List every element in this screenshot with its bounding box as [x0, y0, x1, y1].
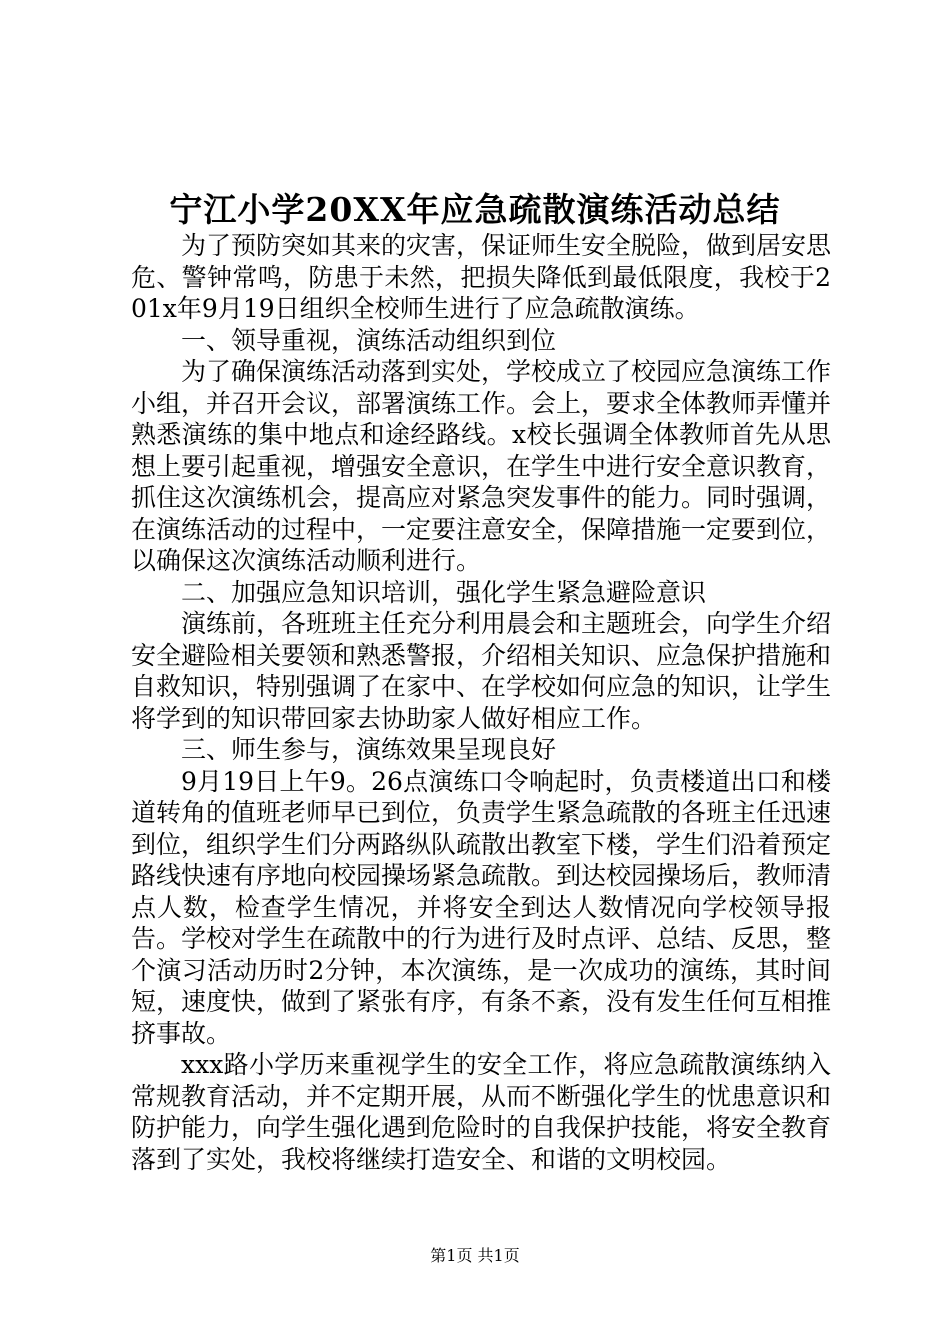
- section-3-paragraph: 9月19日上午9。26点演练口令响起时，负责楼道出口和楼道转角的值班老师早已到位，负责学生紧急疏散的各班主任迅速到位，组织学生们分两路纵队疏散出教室下楼，学生们沿着预定路线快速有序地向校园操场紧急疏散。到达校园操场后，教师清点人数，检查学生情况，并将安全到达人数情况向学校领导报告。学校对学生在疏散中的行为进行及时点评、总结、反思，整个演习活动历时2分钟，本次演练，是一次成功的演练，其时间短，速度快，做到了紧张有序，有条不紊，没有发生任何互相推挤事故。: [131, 766, 832, 1048]
- section-heading-2: 二、加强应急知识培训，强化学生紧急避险意识: [181, 577, 707, 607]
- section-1-paragraph: 为了确保演练活动落到实处，学校成立了校园应急演练工作小组，并召开会议，部署演练工作。会上，要求全体教师弄懂并熟悉演练的集中地点和途经路线。x校长强调全体教师首先从思想上要引起重视，增强安全意识，在学生中进行安全意识教育，抓住这次演练机会，提高应对紧急突发事件的能力。同时强调，在演练活动的过程中，一定要注意安全，保障措施一定要到位，以确保这次演练活动顺利进行。: [131, 357, 832, 575]
- document-title: 宁江小学20XX年应急疏散演练活动总结: [169, 190, 781, 229]
- section-2-paragraph: 演练前，各班班主任充分利用晨会和主题班会，向学生介绍安全避险相关要领和熟悉警报，介绍相关知识、应急保护措施和自救知识，特别强调了在家中、在学校如何应急的知识，让学生将学到的知识带回家去协助家人做好相应工作。: [131, 609, 832, 733]
- intro-paragraph: 为了预防突如其来的灾害，保证师生安全脱险，做到居安思危、警钟常鸣，防患于未然，把损失降低到最低限度，我校于201x年9月19日组织全校师生进行了应急疏散演练。: [131, 231, 832, 323]
- document-body: [131, 230, 831, 1175]
- page-number-footer: 第1页 共1页: [430, 1246, 520, 1265]
- section-heading-1: 一、领导重视，演练活动组织到位: [181, 325, 557, 355]
- closing-paragraph: xxx路小学历来重视学生的安全工作，将应急疏散演练纳入常规教育活动，并不定期开展，从而不断强化学生的忧患意识和防护能力，向学生强化遇到危险时的自我保护技能，将安全教育落到了实处，我校将继续打造安全、和谐的文明校园。: [131, 1050, 832, 1174]
- section-heading-3: 三、师生参与，演练效果呈现良好: [181, 735, 557, 764]
